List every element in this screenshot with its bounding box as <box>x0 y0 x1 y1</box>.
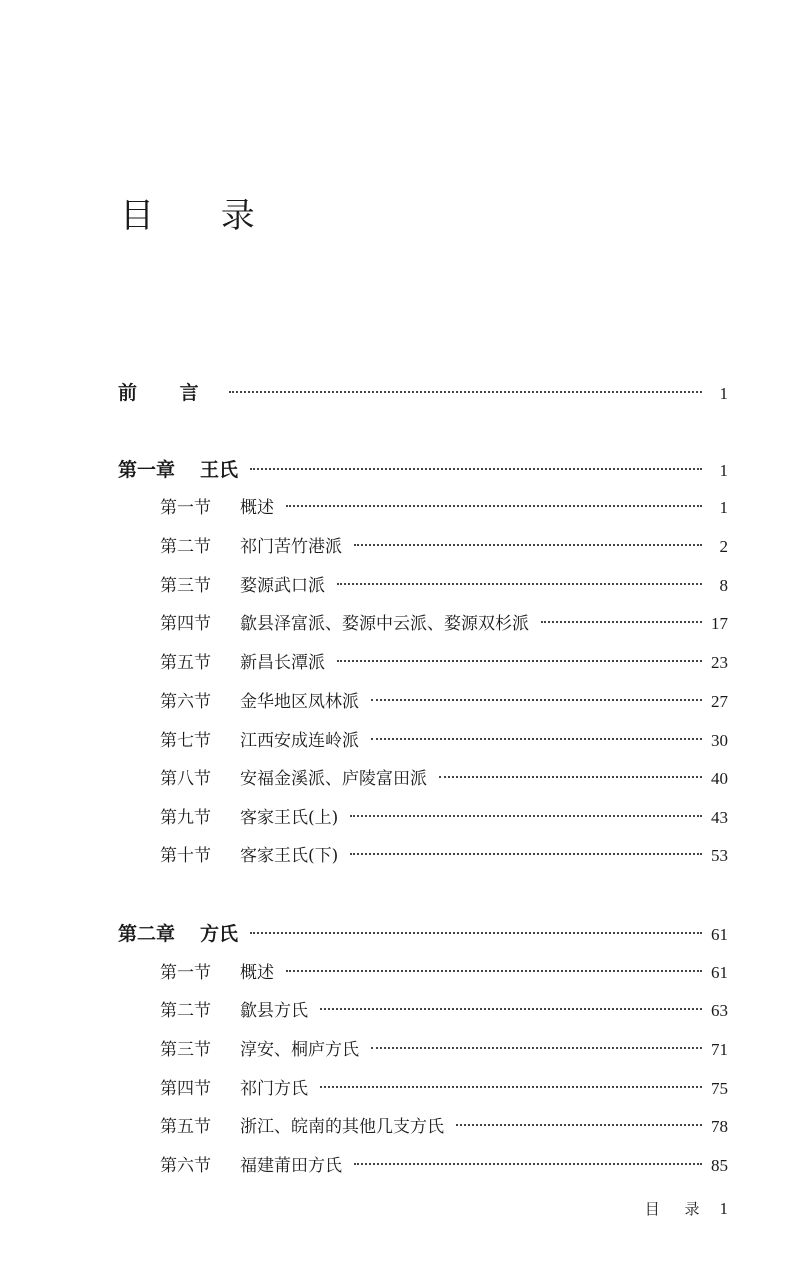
toc-entry-number: 第一节 <box>160 963 211 983</box>
toc-entry-label <box>160 494 280 522</box>
toc-entry-number: 第七节 <box>160 731 211 751</box>
toc-section-row[interactable] <box>160 610 728 638</box>
toc-entry-number: 第十节 <box>160 846 211 866</box>
toc-entry-title: 概述 <box>240 963 274 983</box>
toc-entry-label <box>160 959 280 987</box>
toc-entry-page-number: 78 <box>711 1117 728 1136</box>
toc-entry-page-number: 71 <box>711 1040 728 1059</box>
dot-leader <box>541 621 702 623</box>
toc-entry-label <box>160 1075 314 1103</box>
toc-entry-number: 第五节 <box>160 1117 211 1137</box>
toc-entry-page-number: 43 <box>711 808 728 827</box>
toc-entry-title: 概述 <box>240 498 274 518</box>
toc-entry-page-number: 61 <box>711 963 728 982</box>
dot-leader <box>439 776 702 778</box>
toc-entry-label <box>160 765 433 793</box>
toc-entry-label <box>160 1152 348 1180</box>
toc-entry-number: 第九节 <box>160 808 211 828</box>
toc-section-row[interactable] <box>160 1152 728 1180</box>
toc-section-row[interactable] <box>160 1113 728 1141</box>
toc-entry-number: 第一节 <box>160 498 211 518</box>
toc-entry-title: 方氏 <box>200 923 239 945</box>
dot-leader <box>371 738 702 740</box>
toc-entry-label <box>160 997 314 1025</box>
page-footer <box>645 1198 728 1219</box>
dot-leader <box>350 815 702 817</box>
toc-section-row[interactable] <box>160 1036 728 1064</box>
toc-entry-title: 江西安成连岭派 <box>240 731 359 751</box>
toc-entry-title: 祁门苦竹港派 <box>240 537 342 557</box>
toc-entry-title: 安福金溪派、庐陵富田派 <box>240 769 427 789</box>
toc-section-row[interactable] <box>160 1075 728 1103</box>
toc-entry-page-number: 40 <box>711 769 728 788</box>
toc-section-row[interactable] <box>160 494 728 522</box>
toc-entry-page-number: 27 <box>711 692 728 711</box>
toc-entry-page-number: 75 <box>711 1079 728 1098</box>
toc-entry-page-number: 1 <box>719 384 728 403</box>
toc-entry-number: 第二章 <box>118 923 176 945</box>
dot-leader <box>371 699 702 701</box>
toc-entry-title: 淳安、桐庐方氏 <box>240 1040 359 1060</box>
footer-label: 目 录 <box>644 1200 710 1218</box>
toc-entry-page-number: 63 <box>711 1001 728 1020</box>
toc-entry-title: 祁门方氏 <box>240 1079 308 1099</box>
toc-entry-label <box>160 842 344 870</box>
toc-entry-title: 福建莆田方氏 <box>240 1156 342 1176</box>
toc-section-row[interactable] <box>160 688 728 716</box>
toc-entry-page-number: 8 <box>719 576 728 595</box>
toc-entry-page-number: 30 <box>711 731 728 750</box>
dot-leader <box>286 970 702 972</box>
toc-entry-number: 第二节 <box>160 1001 211 1021</box>
toc-entry-title: 歙县方氏 <box>240 1001 308 1021</box>
toc-section-row[interactable] <box>160 959 728 987</box>
toc-section-row[interactable] <box>160 997 728 1025</box>
toc-section-row[interactable] <box>160 804 728 832</box>
page-title: 目 录 <box>120 196 283 236</box>
toc-entry-page-number: 61 <box>711 925 728 944</box>
toc-section-row[interactable] <box>160 649 728 677</box>
dot-leader <box>320 1008 702 1010</box>
toc-entry-number: 第四节 <box>160 614 211 634</box>
toc-entry-title: 浙江、皖南的其他几支方氏 <box>240 1117 444 1137</box>
dot-leader <box>337 660 702 662</box>
toc-section-row[interactable] <box>160 533 728 561</box>
dot-leader <box>250 932 702 934</box>
dot-leader <box>320 1086 702 1088</box>
toc-entry-page-number: 53 <box>711 846 728 865</box>
toc-section-row[interactable] <box>160 572 728 600</box>
toc-entry-title: 金华地区凤林派 <box>240 692 359 712</box>
dot-leader <box>456 1124 702 1126</box>
toc-entry-number: 第四节 <box>160 1079 211 1099</box>
toc-entry-number: 第六节 <box>160 1156 211 1176</box>
toc-entry-number: 第一章 <box>118 459 176 481</box>
toc-entry-label <box>160 804 344 832</box>
toc-entry-title: 歙县泽富派、婺源中云派、婺源双杉派 <box>240 614 529 634</box>
toc-entry-title: 婺源武口派 <box>240 576 325 596</box>
dot-leader <box>229 391 702 393</box>
toc-entry-title: 王氏 <box>200 459 239 481</box>
toc-chapter-row[interactable] <box>118 379 728 407</box>
toc-entry-number: 第三节 <box>160 576 211 596</box>
toc-entry-page-number: 1 <box>719 461 728 480</box>
toc-entry-label <box>160 572 331 600</box>
toc-entry-page-number: 1 <box>719 498 728 517</box>
dot-leader <box>337 583 702 585</box>
toc-entry-page-number: 23 <box>711 653 728 672</box>
toc-section-row[interactable] <box>160 727 728 755</box>
toc-entry-title: 前 言 <box>118 382 217 404</box>
toc-entry-number: 第六节 <box>160 692 211 712</box>
footer-page-number: 1 <box>719 1199 728 1218</box>
toc-entry-title: 客家王氏(上) <box>240 808 339 828</box>
toc-entry-label <box>160 610 535 638</box>
toc-entry-page-number: 85 <box>711 1156 728 1175</box>
dot-leader <box>350 853 702 855</box>
toc-entry-page-number: 2 <box>719 537 728 556</box>
toc-entry-label <box>160 649 331 677</box>
toc-entry-number: 第二节 <box>160 537 211 557</box>
toc-entry-label <box>118 456 244 484</box>
dot-leader <box>354 1163 702 1165</box>
toc-chapter-row[interactable] <box>118 920 728 948</box>
toc-entry-label <box>118 920 244 948</box>
dot-leader <box>286 505 702 507</box>
toc-entry-number: 第八节 <box>160 769 211 789</box>
toc-section-row[interactable] <box>160 765 728 793</box>
toc-entry-label <box>160 688 365 716</box>
toc-entry-title: 客家王氏(下) <box>240 846 339 866</box>
dot-leader <box>250 468 702 470</box>
toc-entry-number: 第三节 <box>160 1040 211 1060</box>
toc-entry-page-number: 17 <box>711 614 728 633</box>
toc-entry-label <box>160 1113 450 1141</box>
toc-entry-label <box>160 1036 365 1064</box>
toc-entry-number: 第五节 <box>160 653 211 673</box>
toc-entry-title: 新昌长潭派 <box>240 653 325 673</box>
toc-entry-label <box>160 533 348 561</box>
dot-leader <box>354 544 702 546</box>
toc-section-row[interactable] <box>160 842 728 870</box>
toc-entry-label <box>160 727 365 755</box>
toc-chapter-row[interactable] <box>118 456 728 484</box>
toc-entry-label <box>118 379 223 407</box>
dot-leader <box>371 1047 702 1049</box>
